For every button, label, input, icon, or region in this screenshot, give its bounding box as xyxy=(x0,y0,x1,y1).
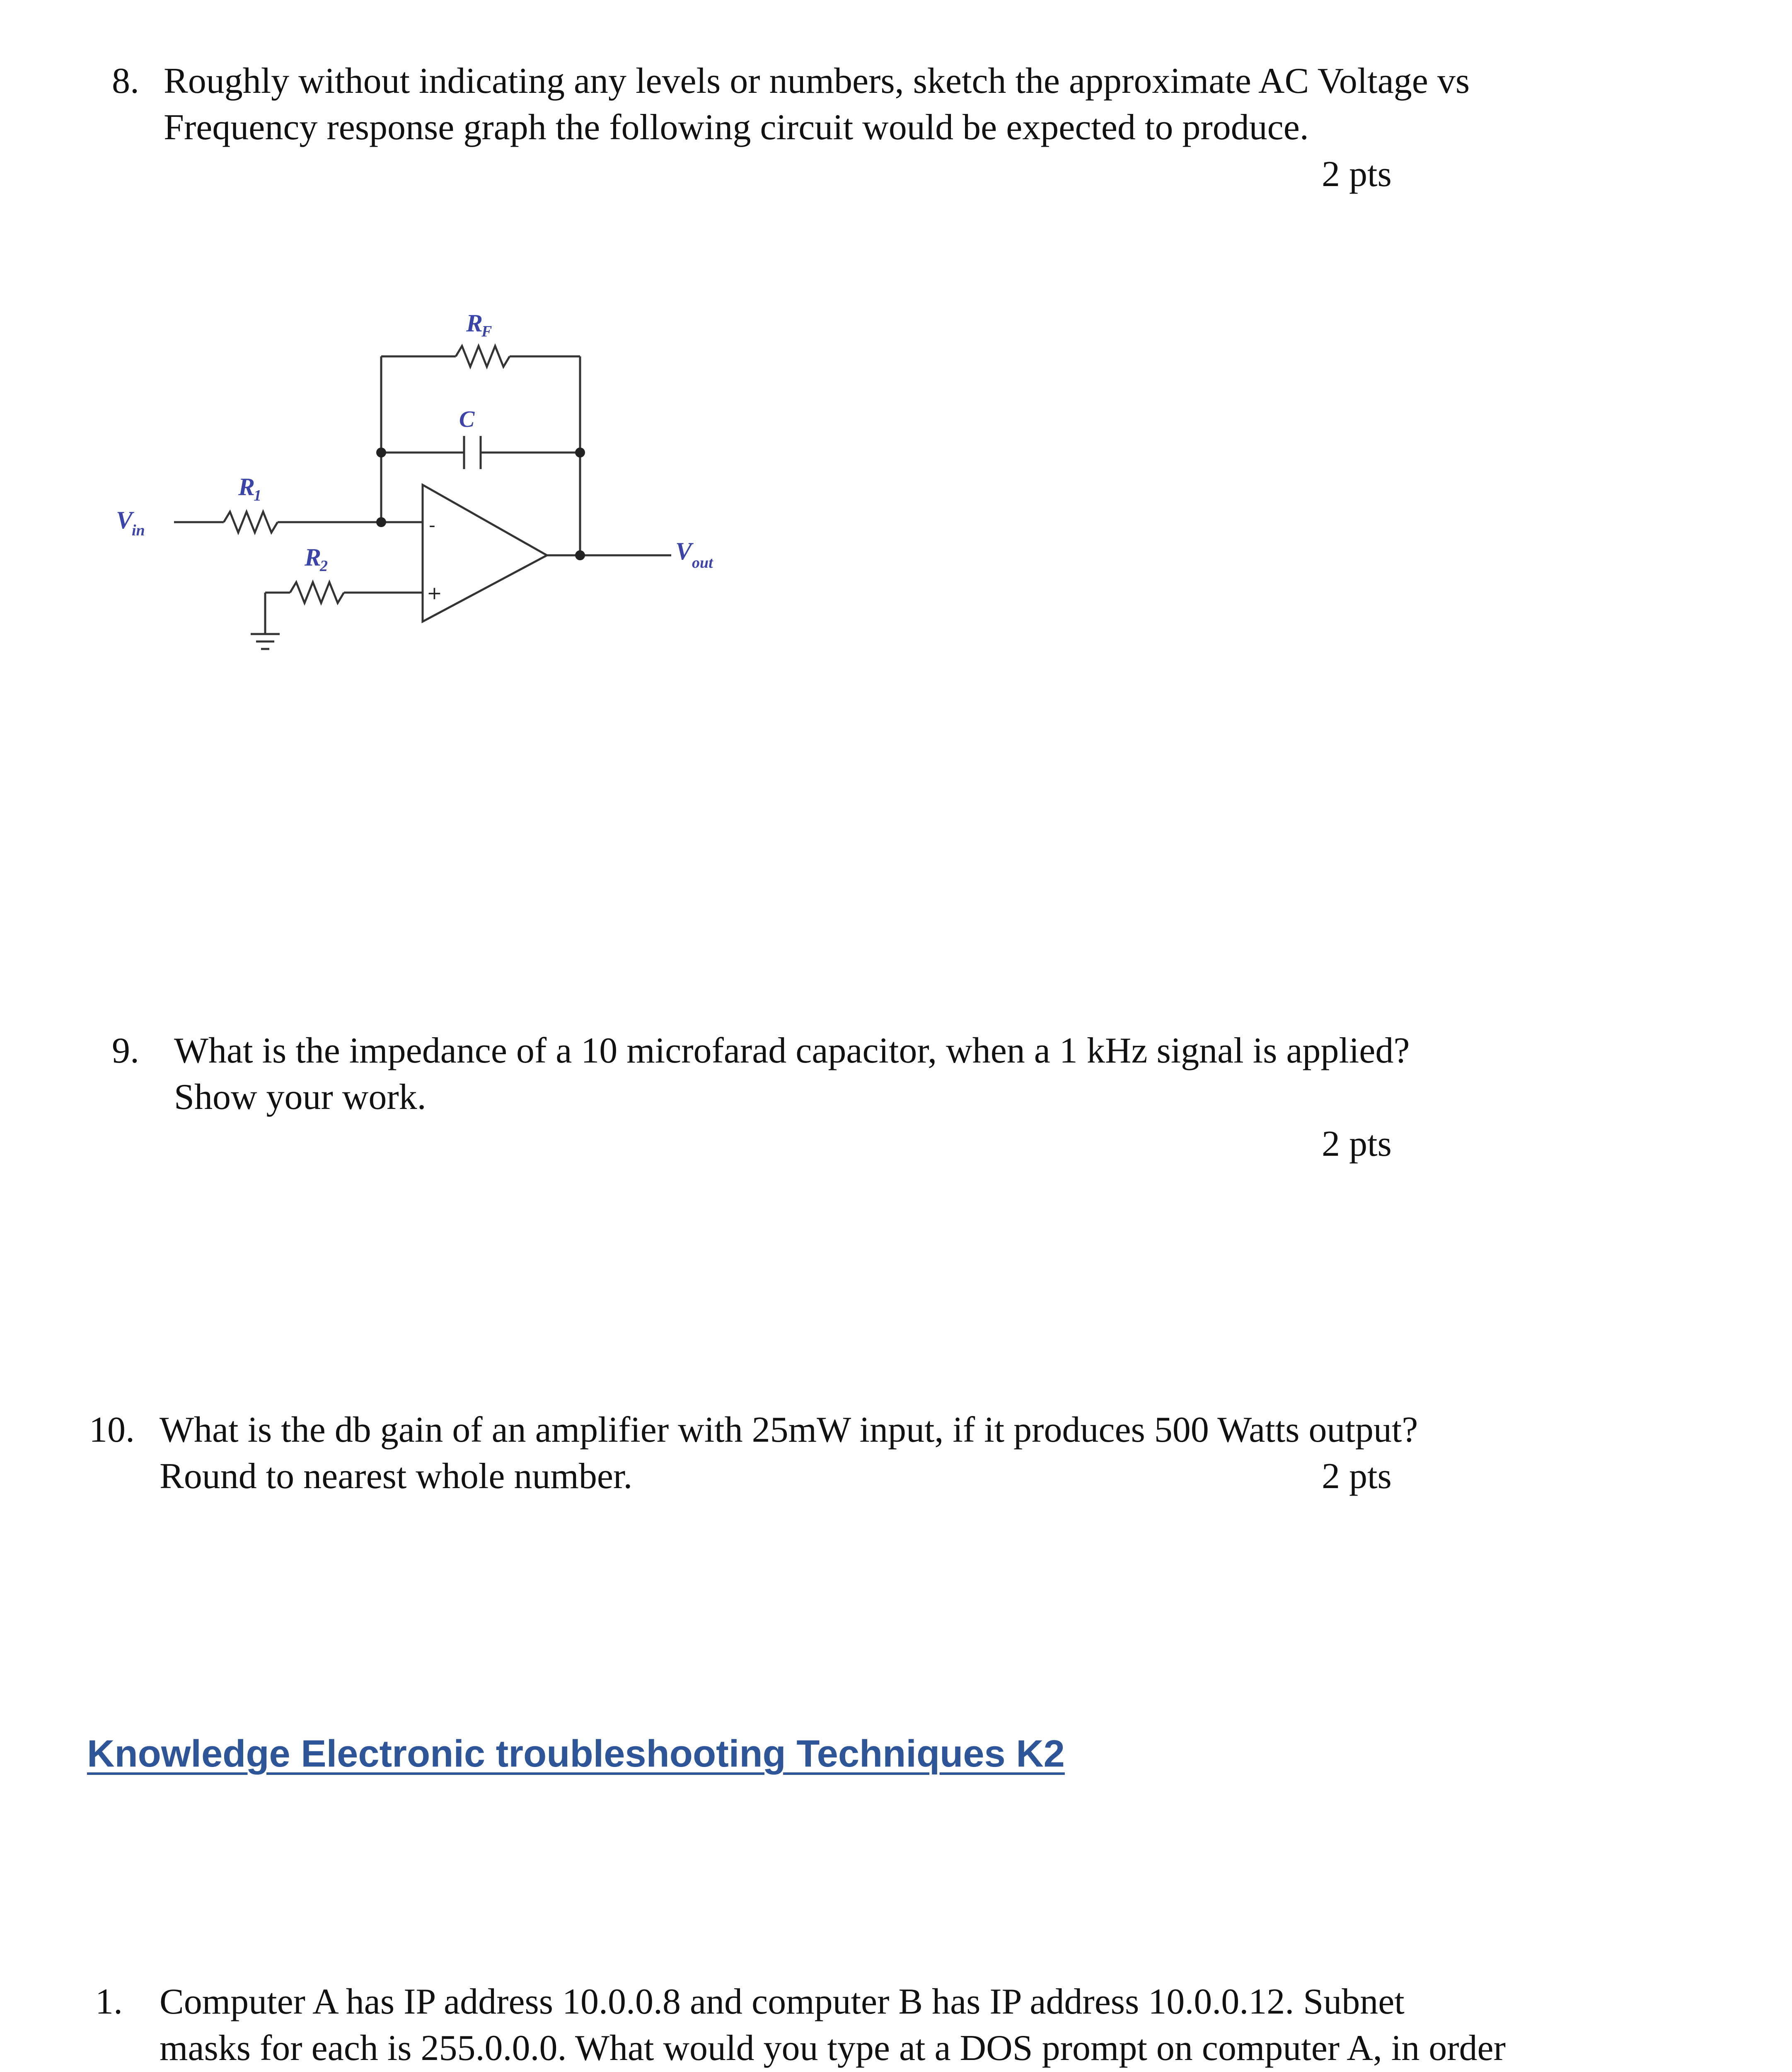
question-text-line: Show your work. xyxy=(174,1077,426,1117)
points-label: 2 pts xyxy=(1322,1124,1392,1164)
question-text-line: Roughly without indicating any levels or numbers, sketch the approximate AC Voltage vs xyxy=(164,61,1470,101)
rf-resistor xyxy=(456,346,510,367)
question-text-line: What is the impedance of a 10 microfarad capacitor, when a 1 kHz signal is applied? xyxy=(174,1031,1410,1071)
section-title: Knowledge Electronic troubleshooting Techniques K2 xyxy=(87,1733,1065,1775)
question-text-line: What is the db gain of an amplifier with 25mW input, if it produces 500 Watts output? xyxy=(160,1410,1418,1450)
vin-label: V xyxy=(116,506,133,534)
vin-label-sub: in xyxy=(132,522,145,539)
question-number: 8. xyxy=(112,61,139,101)
c-label: C xyxy=(459,407,475,432)
rf-label: R xyxy=(466,310,483,337)
question-number: 9. xyxy=(112,1031,139,1071)
vout-label-sub: out xyxy=(692,554,713,571)
noninverting-input-sign: + xyxy=(427,583,442,604)
r2-label: R xyxy=(305,544,322,571)
question-text-line: masks for each is 255.0.0.0. What would you type at a DOS prompt on computer A, in order xyxy=(160,2028,1506,2068)
r1-label: R xyxy=(238,473,255,501)
question-text-line: Computer A has IP address 10.0.0.8 and computer B has IP address 10.0.0.12. Subnet xyxy=(160,1982,1405,2022)
points-label: 2 pts xyxy=(1322,154,1392,194)
r2-label-sub: 2 xyxy=(320,557,328,575)
points-label: 2 pts xyxy=(1322,1456,1392,1496)
inverting-input-sign: - xyxy=(429,515,435,536)
r2-resistor xyxy=(290,582,344,603)
rf-label-sub: F xyxy=(481,323,492,340)
r1-label-sub: 1 xyxy=(254,487,261,504)
question-text-line: Frequency response graph the following circuit would be expected to produce. xyxy=(164,107,1309,148)
question-number: 10. xyxy=(89,1410,135,1450)
question-text-line: Round to nearest whole number. xyxy=(160,1456,633,1496)
vout-label: V xyxy=(675,537,692,565)
r1-resistor xyxy=(224,512,278,533)
question-number: 1. xyxy=(95,1982,123,2022)
inverting-amplifier-circuit xyxy=(108,290,771,663)
